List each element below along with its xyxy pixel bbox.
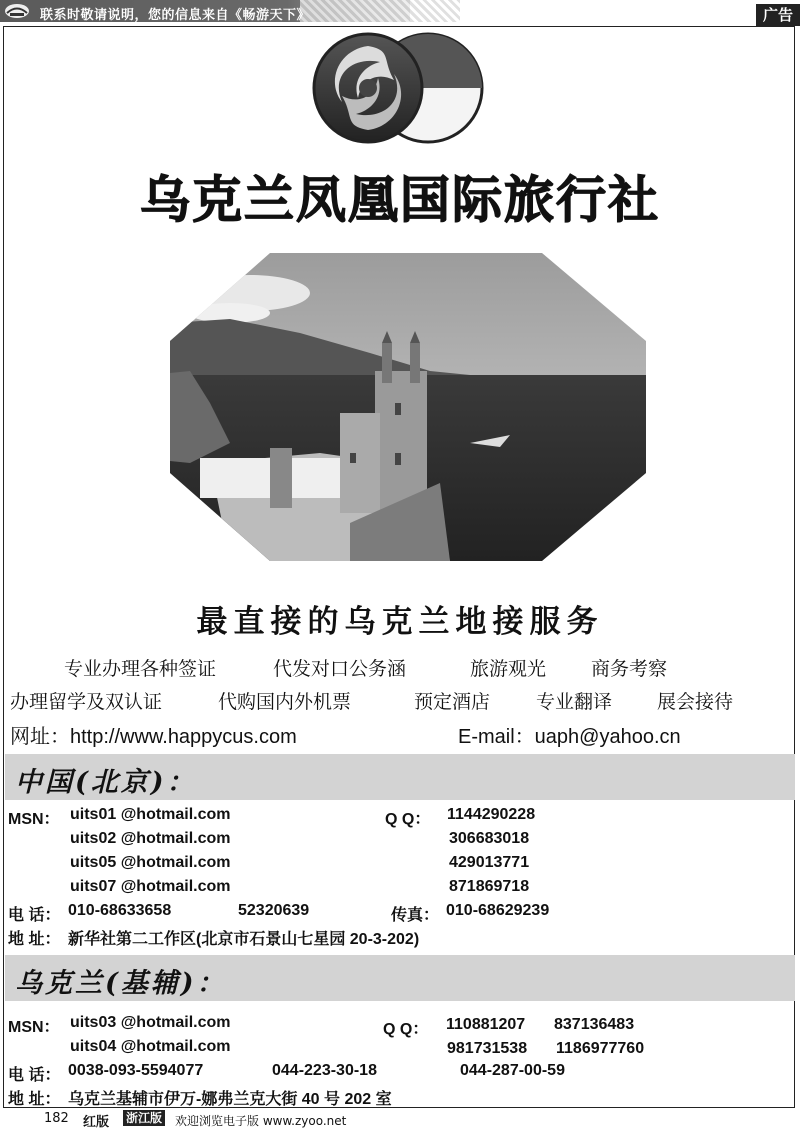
tel-label: 电 话： xyxy=(8,1067,61,1084)
section-header-china xyxy=(5,754,795,800)
website-row xyxy=(10,720,297,749)
address-label: 地 址： xyxy=(8,1091,61,1108)
tel-number: 0038-093-5594077 xyxy=(68,1062,204,1079)
qq-number: 981731538 xyxy=(447,1040,528,1057)
service-item: 商务考察 xyxy=(591,658,668,680)
edition-label: 红版 xyxy=(83,1115,110,1130)
service-item: 预定酒店 xyxy=(414,691,491,713)
msn-account: uits05 @hotmail.com xyxy=(70,854,231,871)
email-row xyxy=(458,720,681,749)
service-item: 专业翻译 xyxy=(536,691,613,713)
footer xyxy=(0,1109,800,1127)
magazine-logo-icon xyxy=(4,2,30,20)
qq-label: Q Q： xyxy=(385,811,431,828)
page-number: 182 xyxy=(44,1111,69,1126)
address-label: 地 址： xyxy=(8,931,61,948)
company-logo-icon xyxy=(308,32,488,144)
service-item: 代购国内外机票 xyxy=(218,691,352,713)
service-item: 展会接待 xyxy=(657,691,734,713)
email-label: E-mail： xyxy=(458,726,535,748)
section-title-ukraine: 乌克兰(基辅)： xyxy=(15,968,227,999)
source-notice: 联系时敬请说明，您的信息来自《畅游天下》 xyxy=(40,8,311,23)
qq-number: 1144290228 xyxy=(447,806,536,823)
service-item: 代发对口公务涵 xyxy=(273,658,407,680)
section-title-china: 中国(北京)： xyxy=(15,767,197,798)
footer-website[interactable]: 欢迎浏览电子版 www.zyoo.net xyxy=(175,1114,347,1128)
website-label: 网址： xyxy=(10,726,70,748)
slogan: 最直接的乌克兰地接服务 xyxy=(196,604,604,640)
website-link[interactable]: http://www.happycus.com xyxy=(70,726,297,748)
qq-number: 306683018 xyxy=(449,830,530,847)
qq-label: Q Q： xyxy=(383,1021,429,1038)
msn-account: uits02 @hotmail.com xyxy=(70,830,231,847)
edition-tag: 浙江版 xyxy=(123,1110,165,1126)
address-text: 新华社第二工作区(北京市石景山七星园 20-3-202) xyxy=(68,931,420,948)
msn-label: MSN： xyxy=(8,811,60,828)
fax-label: 传真： xyxy=(391,907,440,924)
tel-number: 044-287-00-59 xyxy=(460,1062,565,1079)
castle-photo xyxy=(170,253,646,561)
tel-number: 52320639 xyxy=(238,902,310,919)
address-text: 乌克兰基辅市伊万-娜弗兰克大街 40 号 202 室 xyxy=(68,1091,392,1108)
qq-number: 429013771 xyxy=(449,854,530,871)
msn-label: MSN： xyxy=(8,1019,60,1036)
qq-number: 871869718 xyxy=(449,878,530,895)
top-bar-pattern xyxy=(300,0,460,22)
tel-label: 电 话： xyxy=(8,907,61,924)
msn-account: uits01 @hotmail.com xyxy=(70,806,231,823)
tel-number: 044-223-30-18 xyxy=(272,1062,377,1079)
top-strip xyxy=(0,0,800,24)
qq-number: 1186977760 xyxy=(556,1040,645,1057)
msn-account: uits07 @hotmail.com xyxy=(70,878,231,895)
service-item: 办理留学及双认证 xyxy=(10,691,163,713)
tel-number: 010-68633658 xyxy=(68,902,172,919)
qq-number: 110881207 xyxy=(446,1016,526,1033)
service-item: 旅游观光 xyxy=(470,658,547,680)
fax-number: 010-68629239 xyxy=(446,902,550,919)
section-header-ukraine xyxy=(5,955,795,1001)
ad-tag: 广告 xyxy=(756,4,800,26)
qq-number: 837136483 xyxy=(554,1016,635,1033)
msn-account: uits03 @hotmail.com xyxy=(70,1014,231,1031)
company-name: 乌克兰凤凰国际旅行社 xyxy=(140,171,660,229)
service-item: 专业办理各种签证 xyxy=(64,658,217,680)
msn-account: uits04 @hotmail.com xyxy=(70,1038,231,1055)
email-link[interactable]: uaph@yahoo.cn xyxy=(534,726,681,748)
